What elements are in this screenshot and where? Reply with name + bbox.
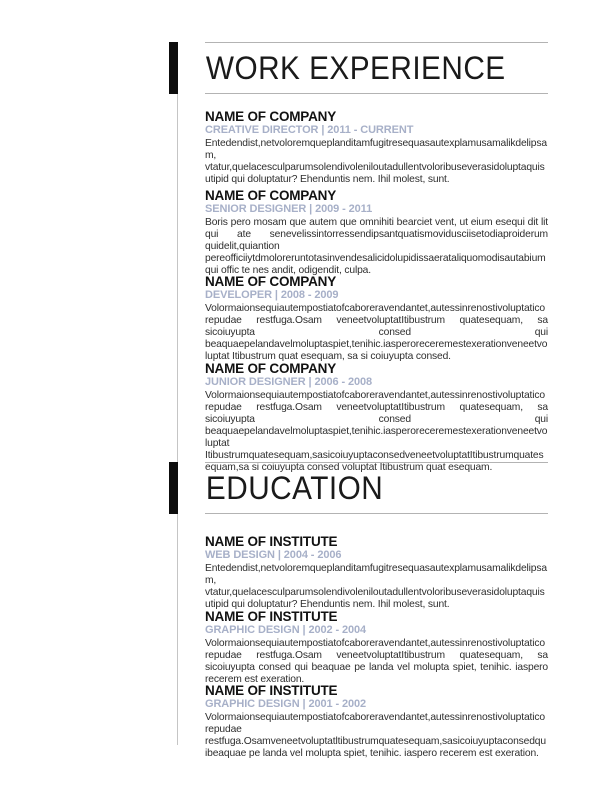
sidebar-divider-line [177, 42, 178, 745]
education-description: Volormaionsequiautempostiatofcaboreravendantet,autessinrenostivoluptaticorepudae restfuga.Osamveneetvoluptatltibustrumquatesequam,sasicoiuyuptaconsedquibeaquae pe landa vel molupta spiet, tenihic. iaspero recerem est exeration. [205, 712, 546, 759]
education-description: Entedendist,netvoloremqueplanditamfugitresequasautexplamusamalikdelipsam, vtatur,quelacesculparumsolendivoleniloutadullentvoloribuseverasidoluptaquisutipid qui doluptatur? Ehenduntis nem. Ihil molest, sunt. [205, 563, 547, 610]
institute-name: NAME OF INSTITUTE [205, 534, 338, 549]
job-title-dates: CREATIVE DIRECTOR | 2011 - CURRENT [205, 124, 414, 136]
job-description: Entedendist,netvoloremqueplanditamfugitresequasautexplamusamalikdelipsam, vtatur,quelacesculparumsolendivoleniloutadullentvoloribuseverasidoluptaquisutipid qui doluptatur? Ehenduntis nem. Ihil molest, sunt. [205, 138, 547, 185]
degree-dates: WEB DESIGN | 2004 - 2006 [205, 549, 342, 561]
education-entry [205, 534, 548, 611]
company-name: NAME OF COMPANY [205, 109, 336, 124]
education-section-header [205, 462, 548, 514]
work-section-header [205, 42, 548, 94]
work-entry [205, 274, 548, 363]
education-entry [205, 683, 548, 760]
work-section-title: WORK EXPERIENCE [205, 49, 506, 86]
job-description: Volormaionsequiautempostiatofcaboreravendantet,autessinrenostivoluptaticorepudae restfuga.Osam veneetvoluptatItibustrum quatesequam, sa sicoiuyupta consed qui beaquaepelandavelmoluptaspiet,tenihic.iasperoreceremestexerationveneetvoluptat Itibustrumquatesequam,sasicoiuyuptaconsedveneetvoluptatItibustrumquatesequam,sa si coiuyupta consed voluptat Itibustrum quat esequam. [205, 390, 548, 473]
education-section-accent-bar [169, 462, 178, 514]
work-entry [205, 188, 548, 277]
education-description: Volormaionsequiautempostiatofcaboreravendantet,autessinrenostivoluptaticorepudae restfuga.Osam veneetvoluptatItibustrum quatesequam, sa sicoiuyupta consed qui beaquae pe landa vel molupta spiet, tenihic. iaspero recerem est exeration. [205, 638, 548, 685]
degree-dates: GRAPHIC DESIGN | 2001 - 2002 [205, 698, 367, 710]
job-title-dates: SENIOR DESIGNER | 2009 - 2011 [205, 203, 373, 215]
institute-name: NAME OF INSTITUTE [205, 683, 338, 698]
job-description: Volormaionsequiautempostiatofcaboreravendantet,autessinrenostivoluptaticorepudae restfuga.Osam veneetvoluptatItibustrum quatesequam, sa sicoiuyupta consed qui beaquaepelandavelmoluptaspiet,tenihic.iasperoreceremestexerationveneetvoluptat Itibustrum quat esequam, sa si coiuyupta consed. [205, 303, 548, 362]
work-section-accent-bar [169, 42, 178, 94]
company-name: NAME OF COMPANY [205, 274, 336, 289]
company-name: NAME OF COMPANY [205, 188, 336, 203]
education-entry [205, 609, 548, 686]
institute-name: NAME OF INSTITUTE [205, 609, 338, 624]
job-title-dates: DEVELOPER | 2008 - 2009 [205, 289, 339, 301]
work-entry [205, 109, 548, 186]
degree-dates: GRAPHIC DESIGN | 2002 - 2004 [205, 624, 367, 636]
work-entry [205, 361, 548, 474]
company-name: NAME OF COMPANY [205, 361, 336, 376]
education-section-title: EDUCATION [205, 469, 384, 506]
job-description: Boris pero mosam que autem que omnihiti bearciet vent, ut eium esequi dit lit qui ate senevelissintorressendipsantquatismovidusciisetodiaproiderum quidelit,quiantion pereofficiiytdmoloreruntotasinvendesalicidolupidissaerataliquomodisautabiumqui offic te nes andit, odigendit, culpa. [205, 217, 548, 276]
job-title-dates: JUNIOR DESIGNER | 2006 - 2008 [205, 376, 373, 388]
